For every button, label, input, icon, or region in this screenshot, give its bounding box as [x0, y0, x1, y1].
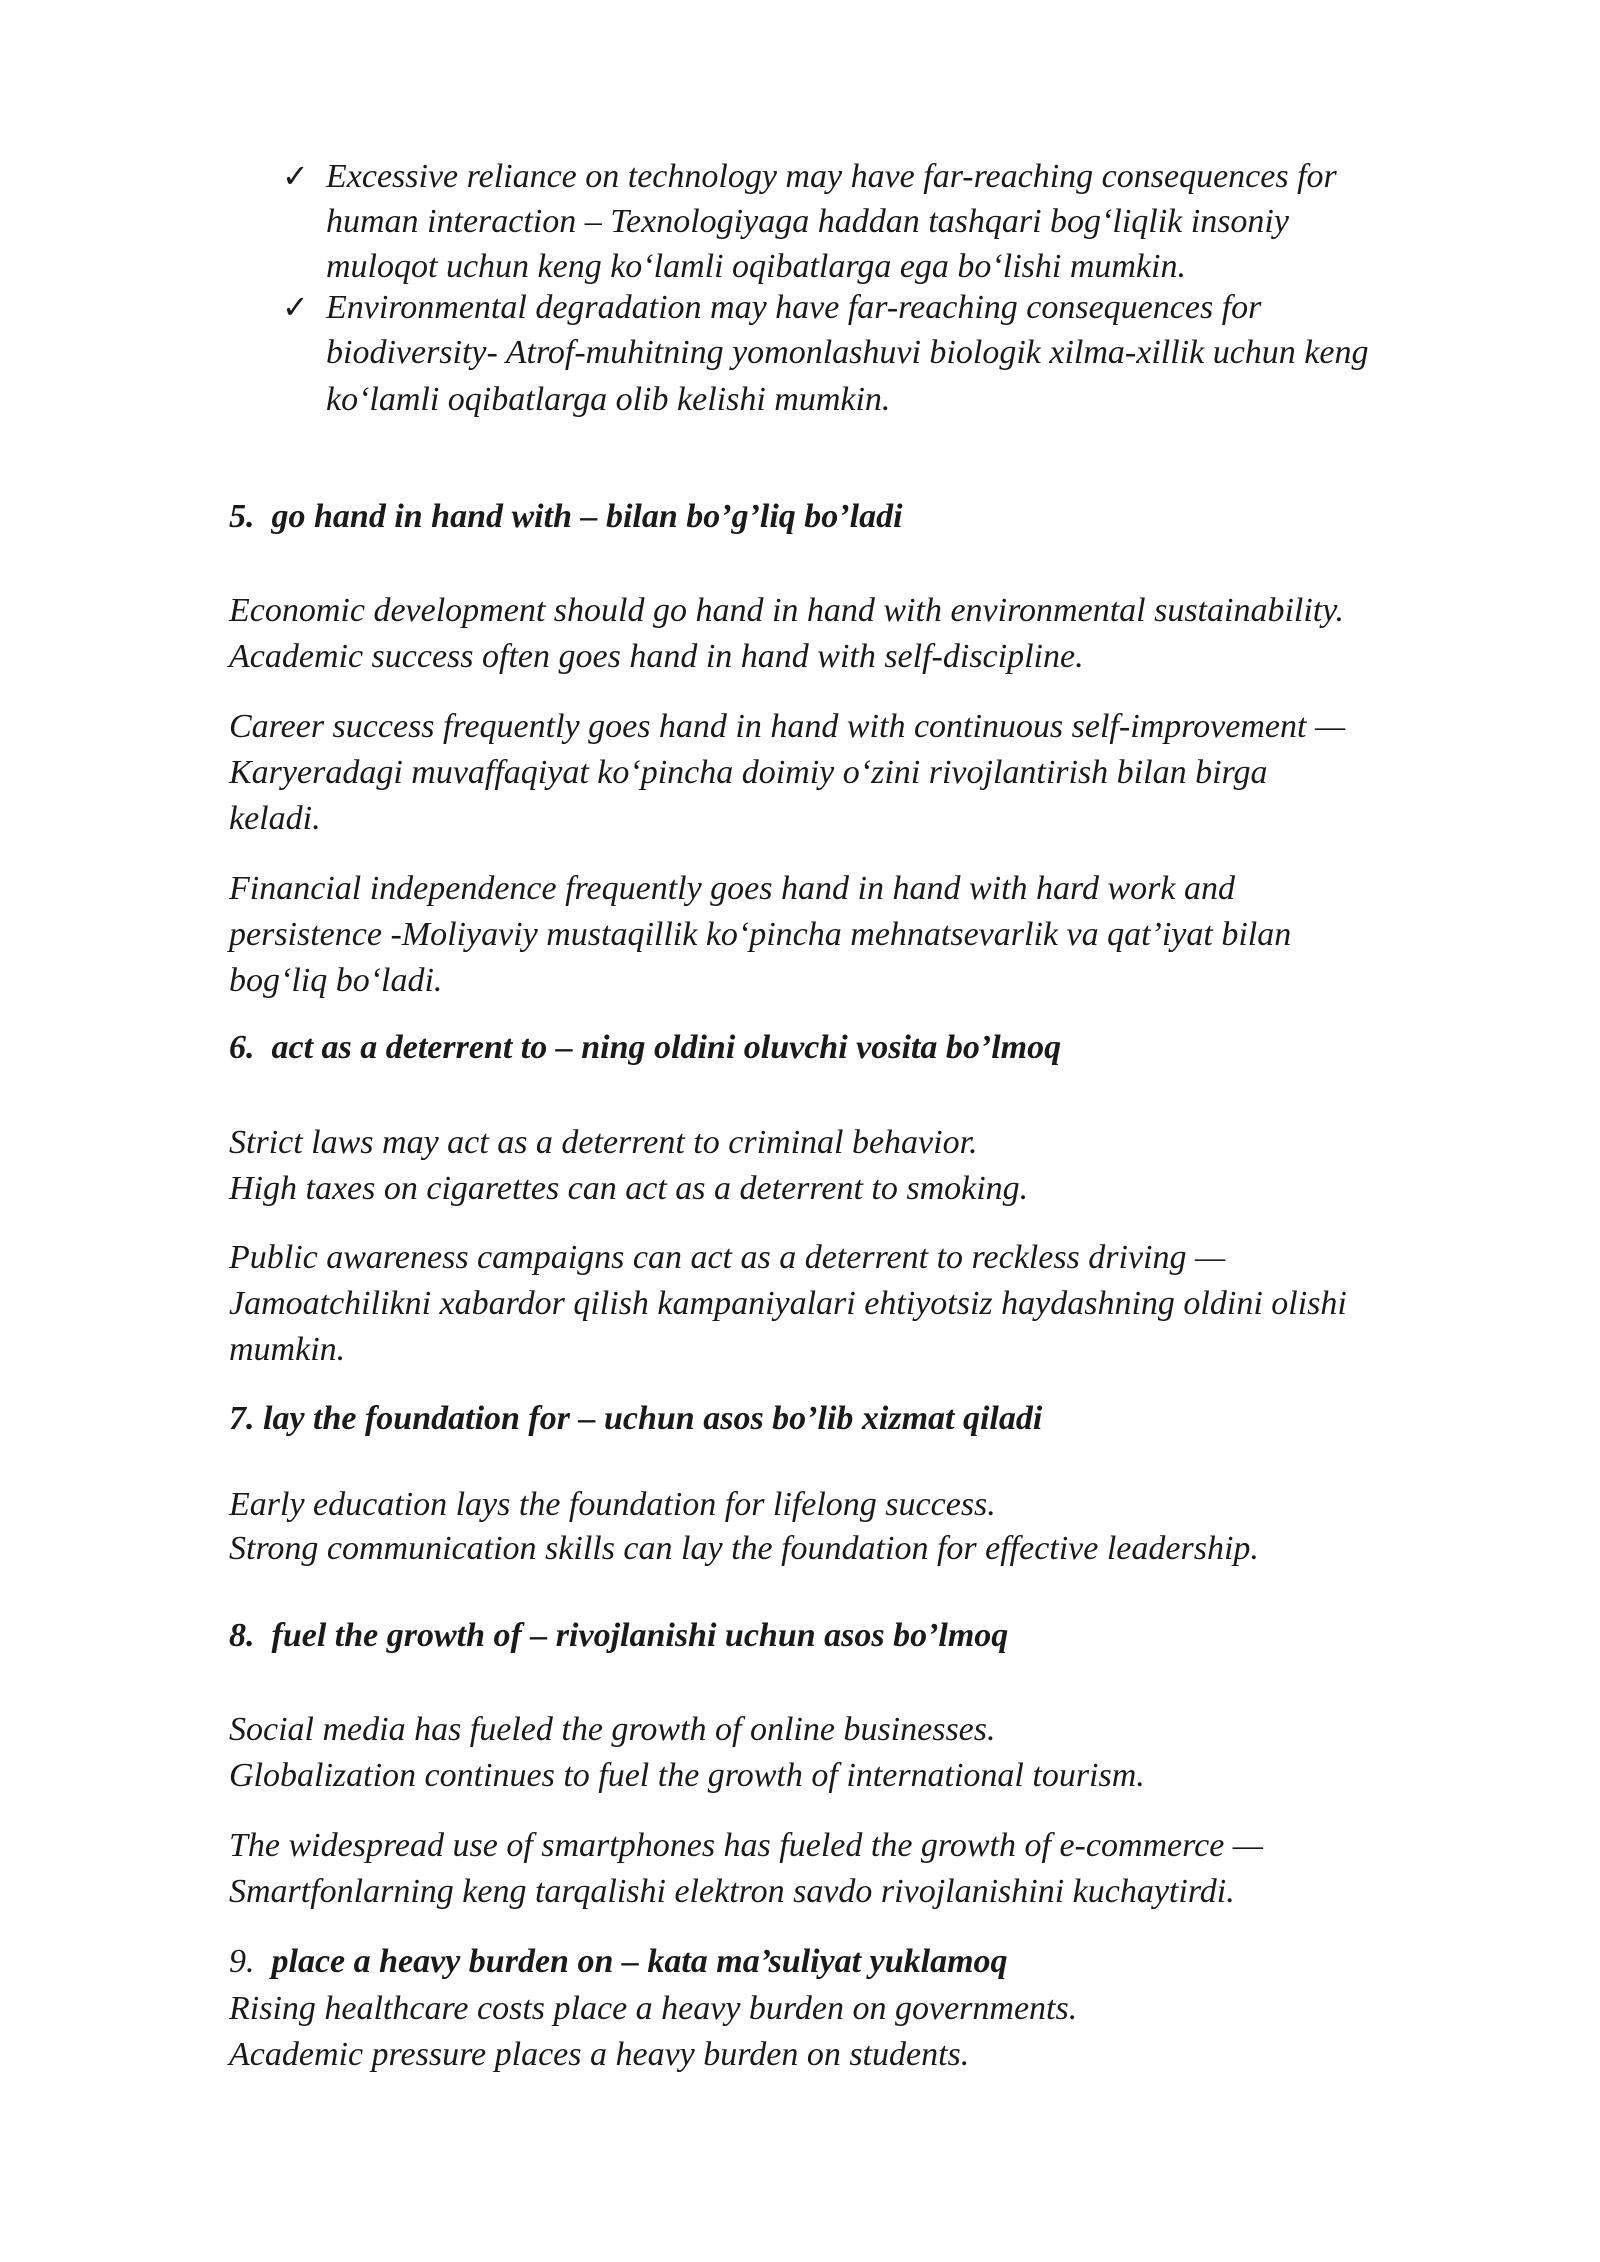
text-line: Excessive reliance on technology may have far-reaching consequences for	[326, 158, 1337, 195]
text-line: Karyeradagi muvaffaqiyat ko‘pincha doimiy o‘zini rivojlantirish bilan birga	[229, 754, 1268, 791]
text-line: ko‘lamli oqibatlarga olib kelishi mumkin.	[326, 381, 891, 418]
text-line: mumkin.	[229, 1331, 346, 1368]
example-paragraph	[229, 866, 1291, 1004]
section-title: fuel the growth of – rivojlanishi uchun asos bo’lmoq	[271, 1617, 1009, 1654]
section-heading-8	[229, 1613, 1008, 1659]
section-heading-5	[229, 494, 903, 540]
section-title: act as a deterrent to – ning oldini oluvchi vosita bo’lmoq	[271, 1029, 1062, 1066]
section-number: 6.	[229, 1029, 255, 1066]
text-line: Globalization continues to fuel the growth of international tourism.	[229, 1757, 1145, 1794]
section-heading-7	[229, 1396, 1042, 1442]
text-line: biodiversity- Atrof-muhitning yomonlashuvi biologik xilma-xillik uchun keng	[326, 334, 1369, 371]
checklist-item-text	[326, 285, 1368, 422]
text-line: bog‘liq bo‘ladi.	[229, 962, 443, 999]
text-line: muloqot uchun keng ko‘lamli oqibatlarga ega bo‘lishi mumkin.	[326, 248, 1186, 285]
text-line: High taxes on cigarettes can act as a deterrent to smoking.	[229, 1170, 1029, 1207]
text-line: Strong communication skills can lay the foundation for effective leadership.	[229, 1530, 1259, 1567]
text-line: Economic development should go hand in hand with environmental sustainability.	[229, 592, 1344, 629]
text-line: Environmental degradation may have far-reaching consequences for	[326, 289, 1262, 326]
section-title: lay the foundation for – uchun asos bo’lib xizmat qiladi	[263, 1400, 1043, 1437]
example-paragraph	[229, 1120, 1028, 1212]
text-line: The widespread use of smartphones has fueled the growth of e-commerce —	[229, 1827, 1264, 1864]
example-paragraph	[229, 1986, 1077, 2078]
section-number: 7.	[229, 1400, 255, 1437]
checkmark-icon: ✓	[282, 289, 309, 325]
section-title: go hand in hand with – bilan bo’g’liq bo’ladi	[271, 498, 903, 535]
example-paragraph	[229, 1707, 1145, 1799]
example-paragraph	[229, 1482, 1259, 1572]
section-number: 8.	[229, 1617, 255, 1654]
text-line: Financial independence frequently goes hand in hand with hard work and	[229, 870, 1235, 907]
checklist-item-text	[326, 154, 1337, 289]
example-paragraph	[229, 704, 1345, 842]
text-line: Academic success often goes hand in hand with self-discipline.	[229, 638, 1084, 675]
checkmark-icon: ✓	[282, 158, 309, 194]
text-line: human interaction – Texnologiyaga haddan tashqari bog‘liqlik insoniy	[326, 203, 1289, 240]
text-line: Smartfonlarning keng tarqalishi elektron savdo rivojlanishini kuchaytirdi.	[229, 1873, 1235, 1910]
example-paragraph	[229, 1823, 1263, 1915]
section-heading-9	[229, 1939, 1008, 1985]
section-number: 5.	[229, 498, 255, 535]
text-line: Jamoatchilikni xabardor qilish kampaniyalari ehtiyotsiz haydashning oldini olishi	[229, 1285, 1347, 1322]
text-line: Career success frequently goes hand in hand with continuous self-improvement —	[229, 708, 1346, 745]
text-line: keladi.	[229, 800, 321, 837]
section-number: 9.	[229, 1943, 255, 1980]
section-title: place a heavy burden on – kata ma’suliyat yuklamoq	[271, 1943, 1008, 1980]
example-paragraph	[229, 1235, 1347, 1373]
text-line: persistence -Moliyaviy mustaqillik ko‘pincha mehnatsevarlik va qat’iyat bilan	[229, 916, 1292, 953]
text-line: Rising healthcare costs place a heavy burden on governments.	[229, 1990, 1078, 2027]
text-line: Early education lays the foundation for lifelong success.	[229, 1486, 996, 1523]
text-line: Academic pressure places a heavy burden on students.	[229, 2036, 970, 2073]
text-line: Strict laws may act as a deterrent to criminal behavior.	[229, 1124, 978, 1161]
text-line: Social media has fueled the growth of online businesses.	[229, 1711, 996, 1748]
text-line: Public awareness campaigns can act as a deterrent to reckless driving —	[229, 1239, 1226, 1276]
example-paragraph	[229, 588, 1344, 680]
section-heading-6	[229, 1025, 1061, 1071]
